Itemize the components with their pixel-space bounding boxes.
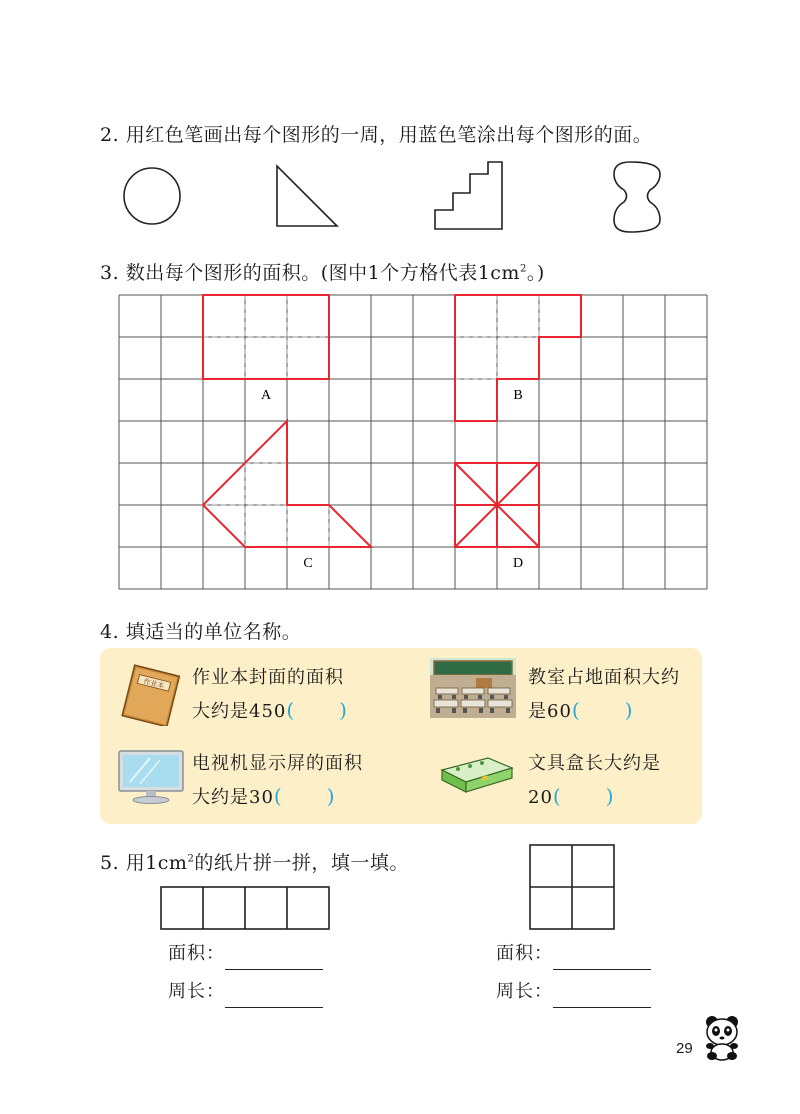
q4-item-3-line2: 大约是30 <box>192 787 274 808</box>
q4-panel <box>100 648 702 824</box>
q4-item-1-line1: 作业本封面的面积 <box>192 667 344 688</box>
row-of-four-squares <box>161 887 329 929</box>
q4-item-3-paren-close: ) <box>326 784 336 808</box>
shape-d <box>455 463 539 547</box>
q5-left-area-blank[interactable] <box>225 951 323 970</box>
q4-item-4-paren-open: ( <box>552 784 562 808</box>
q4-item-1-paren-open: ( <box>286 698 296 722</box>
q4-item-2 <box>528 662 680 728</box>
q4-item-3-paren-open: ( <box>273 784 283 808</box>
q4-item-2-paren-open: ( <box>571 698 581 722</box>
q5-left-perimeter-label: 周长： <box>168 981 225 1002</box>
q5-right-area <box>496 938 651 970</box>
two-by-two-squares <box>530 845 614 929</box>
q4-item-2-paren-close: ) <box>624 698 634 722</box>
q5-sup: 2 <box>187 853 195 865</box>
q3-text-after: 。) <box>526 262 545 284</box>
q2-text: 用红色笔画出每个图形的一周，用蓝色笔涂出每个图形的面。 <box>125 124 653 146</box>
q4-item-4-line2: 20 <box>528 787 553 808</box>
tv-icon <box>116 748 186 806</box>
q4-title <box>100 617 301 644</box>
q5-title <box>100 848 409 875</box>
q4-number: 4. <box>100 621 120 643</box>
shape-label-a: A <box>260 388 272 403</box>
q3-text-before: 数出每个图形的面积。(图中1个方格代表1cm <box>125 262 520 284</box>
q5-right-area-label: 面积： <box>496 943 553 964</box>
q4-item-2-line1: 教室占地面积大约 <box>528 667 680 688</box>
q4-item-4-paren-close: ) <box>605 784 615 808</box>
q3-sup: 2 <box>519 263 527 275</box>
shape-label-b: B <box>513 388 523 403</box>
q3-number: 3. <box>100 262 120 284</box>
panda-icon <box>700 1012 746 1062</box>
q2-number: 2. <box>100 124 120 146</box>
notebook-cover-text: 作业本 <box>142 677 165 691</box>
q4-item-4 <box>528 748 661 814</box>
q4-item-1-paren-close: ) <box>339 698 348 722</box>
pencil-case-icon <box>436 752 516 800</box>
q5-right-perimeter-blank[interactable] <box>553 989 651 1008</box>
q4-item-3 <box>192 748 363 814</box>
q5-left-area <box>168 938 323 970</box>
q4-item-2-line2: 是60 <box>528 701 572 722</box>
q4-item-3-line1: 电视机显示屏的面积 <box>192 753 363 774</box>
q4-item-1 <box>192 662 348 728</box>
q5-right-perimeter-label: 周长： <box>496 981 553 1002</box>
q5-right-area-blank[interactable] <box>553 951 651 970</box>
q5-left-perimeter-blank[interactable] <box>225 989 323 1008</box>
classroom-icon <box>430 658 516 718</box>
q4-text: 填适当的单位名称。 <box>125 621 302 643</box>
q5-text-before: 用1cm <box>125 852 188 874</box>
q5-right-perimeter <box>496 976 651 1008</box>
q4-item-4-line1: 文具盒长大约是 <box>528 753 661 774</box>
page-number: 29 <box>676 1040 693 1057</box>
q5-left-area-label: 面积： <box>168 943 225 964</box>
shape-label-c: C <box>303 556 313 571</box>
q5-text-after: 的纸片拼一拼，填一填。 <box>194 852 409 874</box>
q5-number: 5. <box>100 852 120 874</box>
notebook-icon <box>116 664 186 726</box>
shape-label-d: D <box>512 556 524 571</box>
q5-left-perimeter <box>168 976 323 1008</box>
q4-item-1-line2: 大约是450 <box>192 701 287 722</box>
grid-lines <box>119 295 707 589</box>
